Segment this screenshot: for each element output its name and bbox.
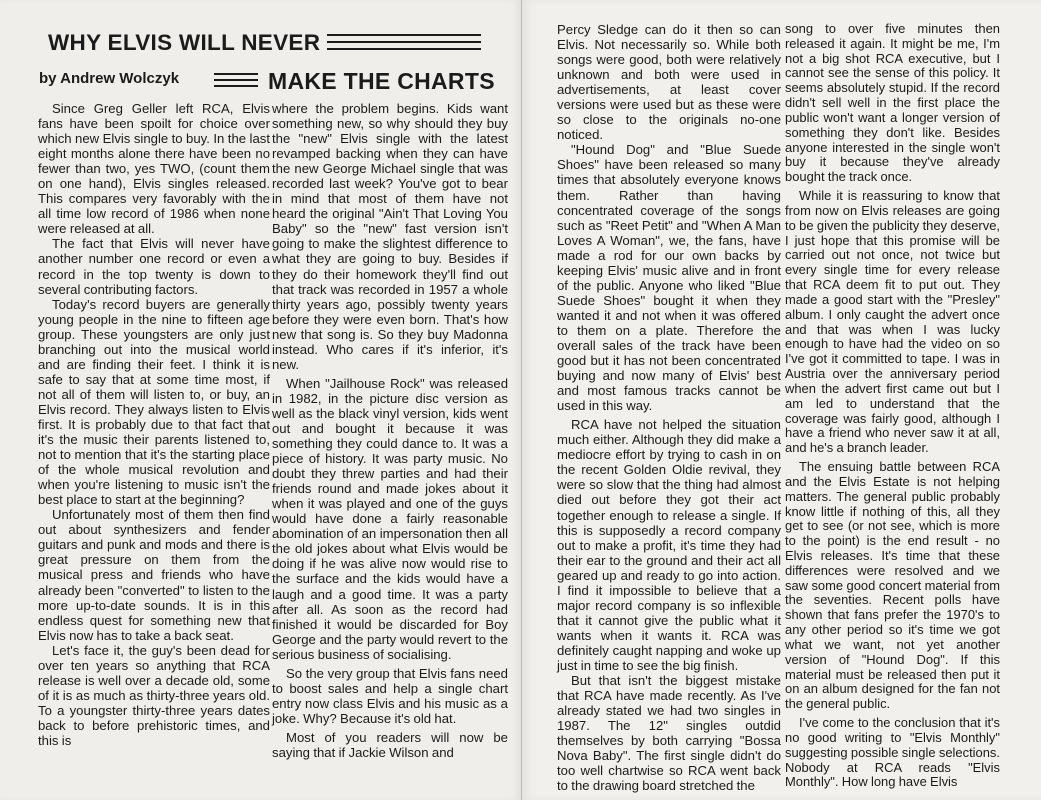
article-column-1 <box>38 101 270 748</box>
headline-rule <box>327 34 481 36</box>
paragraph: Unfortunately most of them then find out about synthesizers and fender guitars and punk and mods and there is great pressure on them from the musical press and friends who have already been "converted" to listen to the more up-to-date sounds. It is in this endless quest for something new that Elvis now has to take a back seat. <box>38 507 270 643</box>
byline: by Andrew Wolczyk <box>39 70 180 87</box>
byline-rule <box>214 73 258 75</box>
paragraph: So the very group that Elvis fans need to boost sales and help a single chart entry now class Elvis and his music as a joke. Why? Because it's old hat. <box>272 665 508 726</box>
headline-rule <box>327 48 481 50</box>
article-column-4 <box>785 22 1000 790</box>
article-column-2 <box>272 101 508 760</box>
headline-line-2: MAKE THE CHARTS <box>268 68 495 94</box>
paragraph: "Hound Dog" and "Blue Suede Shoes" have been released so many times that absolutely everyone knows them. Rather than having concentrated coverage of the songs such as "Reet Petit" and "When A Man Loves A Woman", we, the fans, have made a rod for our own backs by keeping Elvis' music alive and in front of the public. Anyone who liked "Blue Suede Shoes" bought it when they wanted it and not when it was offered to them on a plate. Therefore the overall sales of the track have been good but it has not been concentrated buying and now many of Elvis' best and most famous tracks cannot be used in this way. <box>557 142 781 414</box>
paragraph: Percy Sledge can do it then so can Elvis. Not necessarily so. While both songs were good, both were relatively unknown and both were used in advertisements, at least cover versions were used but as these were so close to the originals no-one noticed. <box>557 22 781 143</box>
article-column-3 <box>557 22 781 793</box>
paragraph: While it is reassuring to know that from now on Elvis releases are going to be given the publicity they deserve, I just hope that this promise will be carried out not once, not twice but every single time for every release that RCA deem fit to put out. They made a good start with the "Presley" album. I only caught the advert once and that was when I was lucky enough to have had the video on so I've got it committed to tape. I was in Austria over the anniversary period when the advert first came out but I am led to understand that the coverage was fairly good, although I have a friend who never saw it at all, and he's a branch leader. <box>785 188 1000 456</box>
right-page <box>522 0 1041 800</box>
headline-rule <box>327 41 481 43</box>
paragraph: The fact that Elvis will never have another number one record or even a record in the top twenty is down to several contributing factors. <box>38 236 270 297</box>
paragraph: Today's record buyers are generally young people in the nine to fifteen age group. These youngsters are only just branching out into the musical world and are finding their feet. I think it is safe to say that at some time most, if not all of them will listen to, or buy, an Elvis record. They always listen to Elvis first. It is probably due to that fact that it's the music their parents listened to, not to mention that it's the starting place of the whole musical revolution and when you're listening to music isn't the best place to start at the beginning? <box>38 296 270 508</box>
paragraph: I've come to the conclusion that it's no good writing to "Elvis Monthly" suggesting possible single selections. Nobody at RCA reads "Elvis Monthly". How long have Elvis <box>785 715 1000 790</box>
paragraph: The ensuing battle between RCA and the Elvis Estate is not helping matters. The general public probably know little if nothing of this, all they get to see (or not see, which is more to the point) is the end result - no Elvis releases. It's time that these differences were resolved and we saw some good concert material from the seventies. Recent polls have shown that fans prefer the 1970's to any other period so it's time we got what we want, not yet another version of "Hound Dog". If this material must be released then put it on an album designed for the fan not the general public. <box>785 459 1000 712</box>
headline-line-1: WHY ELVIS WILL NEVER <box>48 30 321 55</box>
paragraph: RCA have not helped the situation much either. Although they did make a mediocre effort by trying to cash in on the recent Golden Oldie revival, they were so slow that the thing had almost died out before they got their act together enough to release a single. If this is supposedly a record company out to make a profit, it's time they had their ear to the ground and their act all geared up and ready to go into action. I find it impossible to believe that a major record company is so inflexible that it cannot give the public what it wants when it wants it. RCA was definitely caught napping and woke up just in time to see the big finish. <box>557 417 781 673</box>
byline-rule <box>214 85 258 87</box>
byline-rule <box>214 79 258 81</box>
paragraph: Most of you readers will now be saying that if Jackie Wilson and <box>272 729 508 760</box>
paragraph: where the problem begins. Kids want something new, so why should they buy the "new" Elvis single with the latest revamped backing when they can have the new George Michael single that was recorded last week? You've got to bear in mind that most of them have not heard the original "Ain't That Loving You Baby" so the "new" fast version isn't going to make the slightest difference to what they are going to buy. Besides if they do their homework they'll find out that track was recorded in 1957 a whole thirty years ago, possibly twenty years before they were even born. That's how new that song is. So they buy Madonna instead. Who cares if it's inferior, it's new. <box>272 101 508 372</box>
paragraph: Since Greg Geller left RCA, Elvis fans have been spoilt for choice over which new Elvis single to buy. In the last eight months alone there have been no fewer than two, yes TWO, (count them on one hand), Elvis singles released. This compares very favorably with the all time low record of 1986 when none were released at all. <box>38 101 270 237</box>
paragraph: Let's face it, the guy's been dead for over ten years so anything that RCA release is well over a decade old, some of it is as much as thirty-three years old. To a youngster thirty-three years dates back to before prehistoric times, and this is <box>38 642 270 748</box>
paragraph: But that isn't the biggest mistake that RCA have made recently. As I've already stated we had two singles in 1987. The 12" singles outdid themselves by both carrying "Bossa Nova Baby". The first single didn't do too well chartwise so RCA went back to the drawing board stretched the <box>557 673 781 794</box>
paragraph: When "Jailhouse Rock" was released in 1982, in the picture disc version as well as the black vinyl version, kids went out and bought it because it was something they could dance to. It was a piece of history. It was party music. No doubt they threw parties and had their friends round and made jokes about it when it was played and one of the guys would have done a fairly reasonable abomination of an impersonation then all the old jokes about what Elvis would be doing if he was alive now would rise to the surface and the kids would have a laugh and a good time. It was a party after all. As soon as the record had finished it would be discarded for Boy George and the party would revert to the serious business of socialising. <box>272 375 508 662</box>
paragraph: song to over five minutes then released it again. It might be me, I'm not a big shot RCA executive, but I cannot see the sense of this policy. It seems absolutely stupid. If the record didn't sell well in the first place the public won't want a longer version of something they don't like. Besides anyone interested in the single won't buy it because they've already bought the track once. <box>785 21 1000 185</box>
